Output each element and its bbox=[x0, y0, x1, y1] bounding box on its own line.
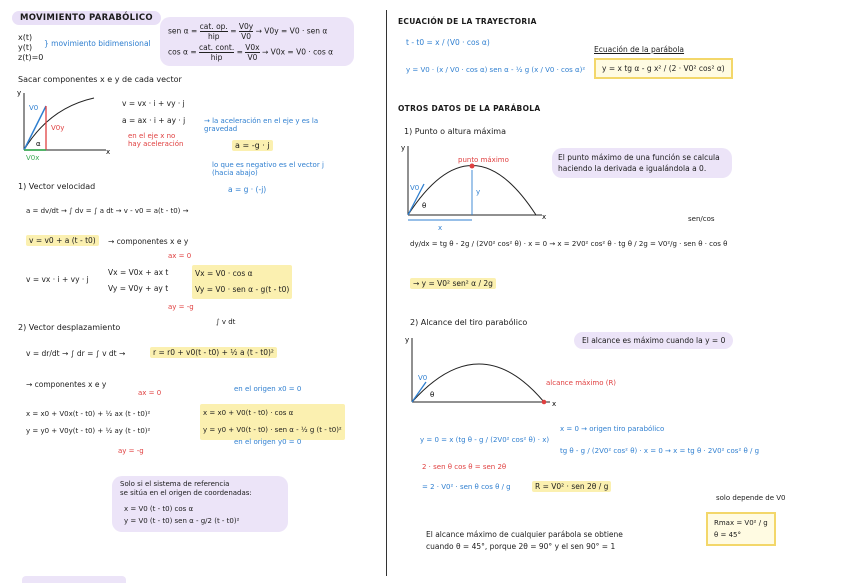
diag3-v0-arrow bbox=[412, 382, 426, 402]
final-note-2: cuando θ = 45°, porque 2θ = 90° y el sen 90° = 1 bbox=[426, 542, 616, 551]
x-zero-note: x = 0 → origen tiro parabólico bbox=[560, 425, 665, 433]
diag2-max-label: punto máximo bbox=[458, 156, 509, 164]
diag3-y-label: y bbox=[405, 336, 410, 344]
sen2-identity: 2 · sen θ cos θ = sen 2θ bbox=[422, 463, 507, 471]
sen-frac-den: hip bbox=[207, 32, 220, 41]
next-section-tab bbox=[22, 576, 126, 583]
diag2-theta: θ bbox=[422, 202, 427, 210]
diag3-alcance-label: alcance máximo (R) bbox=[546, 379, 617, 387]
ay-minus-g-label: ay = -g bbox=[168, 303, 194, 311]
y-line: y = y0 + V0y(t - t0) + ½ ay (t - t0)² bbox=[26, 427, 151, 435]
subsection1-title: 1) Punto o altura máxima bbox=[404, 127, 507, 136]
x-result: x = x0 + V0(t - t0) · cos α bbox=[203, 409, 294, 417]
disp-results-block bbox=[200, 404, 345, 440]
reference-note bbox=[120, 480, 252, 498]
diag3-range-point bbox=[542, 400, 547, 405]
rmax-theta: θ = 45° bbox=[714, 531, 742, 539]
diag2-max-point bbox=[470, 164, 475, 169]
tg-sen-cos-note: sen/cos bbox=[688, 215, 715, 223]
diag2-v0-label: V0 bbox=[410, 184, 420, 192]
alcance-note: El alcance es máximo cuando la y = 0 bbox=[574, 332, 733, 349]
disp-components-note: → componentes x e y bbox=[26, 380, 107, 389]
vel-derivation-line: a = dv/dt → ∫ dv = ∫ a dt → v - v0 = a(t - t0) → bbox=[26, 207, 189, 215]
section2-title: 2) Vector desplazamiento bbox=[18, 323, 121, 332]
page-divider bbox=[386, 10, 387, 576]
vel-components-note: → componentes x e y bbox=[108, 237, 189, 246]
ec-parabola-box: y = x tg α - g x² / (2 · V0² cos² α) bbox=[594, 58, 733, 79]
cos-frac-num: cat. cont. bbox=[199, 43, 235, 52]
diag1-v0-label: V0 bbox=[29, 104, 39, 112]
sen-lhs: sen α = bbox=[168, 26, 200, 36]
vel-vector-eq: v = vx · i + vy · j bbox=[26, 275, 89, 284]
derivative-line bbox=[410, 240, 727, 248]
bidimensional-note: } movimiento bidimensional bbox=[44, 39, 151, 48]
section-title-movimiento: MOVIMIENTO PARABÓLICO bbox=[12, 11, 161, 25]
accel-note-red: en el eje x no hay aceleración bbox=[128, 132, 184, 148]
diag2-y-h-label: y bbox=[476, 188, 481, 196]
disp-top-integral: ∫ v dt bbox=[216, 318, 236, 326]
only-v0-note: solo depende de V0 bbox=[716, 494, 786, 502]
vy-result: Vy = V0 · sen α - g(t - t0) bbox=[195, 285, 290, 294]
cos-lhs: cos α = bbox=[168, 47, 199, 57]
diag1-x-label: x bbox=[106, 148, 111, 156]
range-diagram bbox=[404, 334, 617, 414]
diag2-x-dist-label: x bbox=[438, 224, 443, 232]
y-max-result: → y = V0² sen² α / 2g bbox=[410, 278, 496, 289]
ax-zero-label-2: ax = 0 bbox=[138, 389, 162, 397]
vel-highlight-eq: v = v0 + a (t - t0) bbox=[26, 235, 99, 246]
derivative-text: dy/dx = tg θ - 2g / (2V0² cos² θ) · x = 0 → x = 2V0² cos² θ · tg θ / 2g = V0²/g · sen θ · cos θ bbox=[410, 240, 728, 248]
vel-results-block bbox=[192, 265, 292, 299]
max-function-note: El punto máximo de una función se calcula haciendo la derivada e igualándola a 0. bbox=[552, 148, 732, 178]
cos-v-num: V0x bbox=[245, 43, 260, 52]
ec-parabola-label: Ecuación de la parábola bbox=[594, 45, 685, 54]
diag1-alpha: α bbox=[36, 140, 41, 148]
vx-line: Vx = V0x + ax t bbox=[108, 268, 169, 277]
vx-result: Vx = V0 · cos α bbox=[195, 269, 253, 278]
y-substitution: y = V0 · (x / V0 · cos α) sen α - ½ g (x / V0 · cos α)² bbox=[406, 66, 586, 74]
cos-frac bbox=[199, 43, 234, 62]
reference-note-1: Solo si el sistema de referencia bbox=[120, 480, 230, 488]
vector-diagram bbox=[14, 88, 114, 162]
max-height-diagram bbox=[400, 142, 550, 232]
diag3-theta: θ bbox=[430, 391, 435, 399]
v0-arrow bbox=[24, 106, 46, 150]
sen-frac bbox=[200, 22, 228, 41]
reference-y: y = V0 (t - t0) sen α - g/2 (t - t0)² bbox=[124, 517, 240, 525]
disp-highlight-eq: r = r0 + v0(t - t0) + ½ a (t - t0)² bbox=[150, 347, 277, 358]
reference-eqs bbox=[124, 503, 239, 527]
trig-cos-line bbox=[168, 43, 333, 62]
vec-a-eq: a = ax · i + ay · j bbox=[122, 116, 186, 125]
vec-v-eq: v = vx · i + vy · j bbox=[122, 99, 185, 108]
diag3-v0-label: V0 bbox=[418, 374, 428, 382]
sen-v-frac bbox=[239, 22, 253, 41]
xyz-line-x: x(t) bbox=[18, 33, 33, 42]
y-result: y = y0 + V0(t - t0) · sen α - ½ g (t - t0)² bbox=[203, 426, 342, 434]
reference-note-2: se sitúa en el origen de coordenadas: bbox=[120, 489, 252, 497]
accel-note-blue: → la aceleración en el eje y es la gravedad bbox=[204, 117, 319, 133]
disp-derivation-line: v = dr/dt → ∫ dr = ∫ v dt → bbox=[26, 349, 126, 358]
diag1-v0x-label: V0x bbox=[26, 154, 40, 162]
diag1-y-label: y bbox=[17, 89, 22, 97]
diag3-x-label: x bbox=[552, 400, 557, 408]
sen-result: → V0y = V0 · sen α bbox=[255, 26, 328, 36]
section1-title: 1) Vector velocidad bbox=[18, 182, 96, 191]
section-title-ecuacion: ECUACIÓN DE LA TRAYECTORIA bbox=[398, 17, 537, 26]
cos-eq: = bbox=[236, 47, 246, 57]
a-g-minus-j: a = g · (-j) bbox=[228, 185, 267, 194]
r-fraction: = 2 · V0² · sen θ cos θ / g bbox=[422, 483, 511, 491]
origin-y0-note: en el origen y0 = 0 bbox=[234, 438, 302, 446]
cos-result: → V0x = V0 · cos α bbox=[262, 47, 334, 57]
rmax-equation: Rmax = V0² / g bbox=[714, 519, 768, 527]
a-eq-minus-g: a = -g · j bbox=[232, 140, 273, 151]
rmax-box bbox=[706, 512, 776, 546]
negative-note: lo que es negativo es el vector j (hacia abajo) bbox=[212, 161, 324, 177]
xyz-line-y: y(t) bbox=[18, 43, 33, 52]
sacar-componentes: Sacar componentes x e y de cada vector bbox=[18, 75, 182, 84]
vel-components-block bbox=[108, 265, 168, 297]
final-note-1: El alcance máximo de cualquier parábola se obtiene bbox=[426, 530, 623, 539]
sen-v-den: V0 bbox=[241, 32, 252, 41]
trig-sen-line bbox=[168, 22, 327, 41]
origin-x0-note: en el origen x0 = 0 bbox=[234, 385, 302, 393]
reference-x: x = V0 (t - t0) cos α bbox=[124, 505, 194, 513]
cos-v-frac bbox=[245, 43, 259, 62]
ax-zero-label: ax = 0 bbox=[168, 252, 192, 260]
subsection2-title: 2) Alcance del tiro parabólico bbox=[410, 318, 528, 327]
vy-line: Vy = V0y + ay t bbox=[108, 284, 169, 293]
r-equation: R = V0² · sen 2θ / g bbox=[532, 481, 611, 492]
sen-frac-num: cat. op. bbox=[199, 22, 228, 31]
sen-eq: = bbox=[230, 26, 239, 36]
cos-v-den: V0 bbox=[247, 53, 258, 62]
x-line: x = x0 + V0x(t - t0) + ½ ax (t - t0)² bbox=[26, 410, 151, 418]
sen-v-num: V0y bbox=[238, 22, 254, 31]
disp-components-block bbox=[26, 406, 150, 440]
diag2-y-label: y bbox=[401, 144, 406, 152]
second-equation: tg θ - g / (2V0² cos² θ) · x = 0 → x = tg θ · 2V0² cos² θ / g bbox=[560, 447, 760, 455]
final-note bbox=[426, 529, 623, 553]
diag2-x-label: x bbox=[542, 213, 547, 221]
t-equation: t - t0 = x / (V0 · cos α) bbox=[406, 38, 490, 47]
xyz-line-z: z(t)=0 bbox=[18, 53, 44, 62]
xyz-block bbox=[18, 33, 43, 63]
ay-g-label-2: ay = -g bbox=[118, 447, 144, 455]
section-title-otros: OTROS DATOS DE LA PARÁBOLA bbox=[398, 104, 541, 113]
y-zero-line: y = 0 = x (tg θ - g / (2V0² cos² θ) · x) bbox=[420, 436, 550, 444]
diag1-v0y-label: V0y bbox=[51, 124, 65, 132]
cos-frac-den: hip bbox=[210, 53, 223, 62]
